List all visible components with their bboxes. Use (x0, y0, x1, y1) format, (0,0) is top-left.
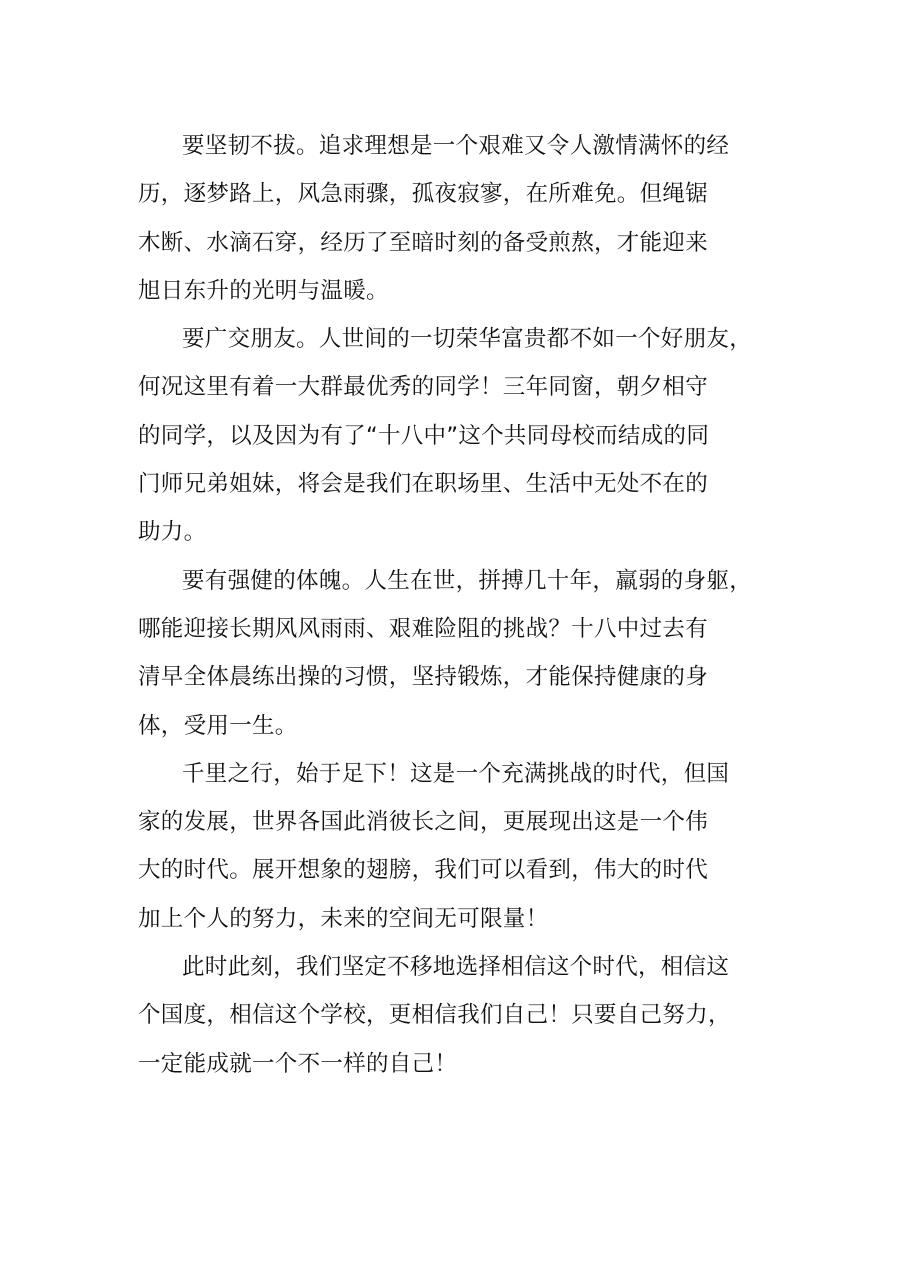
text-line: 历，逐梦路上，风急雨骤，孤夜寂寥，在所难免。但绳锯 (138, 181, 709, 208)
text-line: 何况这里有着一大群最优秀的同学！三年同窗，朝夕相守 (138, 374, 709, 401)
text-line: 要坚韧不拔。追求理想是一个艰难又令人激情满怀的经 (182, 133, 730, 159)
text-line: 体，受用一生。 (138, 712, 298, 739)
paragraph (138, 557, 778, 750)
text-line: 门师兄弟姐妹，将会是我们在职场里、生活中无处不在的 (138, 471, 709, 498)
paragraph (138, 315, 778, 556)
paragraph (138, 750, 778, 943)
text-line: 的同学，以及因为有了“十八中”这个共同母校而结成的同 (138, 422, 710, 449)
text-line: 要广交朋友。人世间的一切荣华富贵都不如一个好朋友， (182, 326, 753, 353)
text-line: 清早全体晨练出操的习惯，坚持锻炼，才能保持健康的身 (138, 664, 709, 691)
paragraph (138, 122, 778, 315)
text-line: 家的发展，世界各国此消彼长之间，更展现出这是一个伟 (138, 809, 709, 836)
text-line: 千里之行，始于足下！这是一个充满挑战的时代，但国 (182, 760, 730, 787)
text-line: 一定能成就一个不一样的自己！ (138, 1050, 458, 1077)
text-line: 旭日东升的光明与温暖。 (138, 277, 389, 304)
text-line: 助力。 (138, 519, 207, 546)
document-body (138, 122, 778, 1088)
text-line: 大的时代。展开想象的翅膀，我们可以看到，伟大的时代 (138, 857, 709, 884)
paragraph (138, 943, 778, 1088)
text-line: 个国度，相信这个学校，更相信我们自己！只要自己努力， (138, 1002, 731, 1029)
text-line: 木断、水滴石穿，经历了至暗时刻的备受煎熬，才能迎来 (138, 229, 709, 256)
text-line: 加上个人的努力，未来的空间无可限量！ (138, 905, 549, 932)
text-line: 此时此刻，我们坚定不移地选择相信这个时代，相信这 (182, 954, 730, 981)
text-line: 要有强健的体魄。人生在世，拼搏几十年，羸弱的身躯， (182, 567, 753, 594)
text-line: 哪能迎接长期风风雨雨、艰难险阻的挑战？十八中过去有 (138, 615, 709, 642)
